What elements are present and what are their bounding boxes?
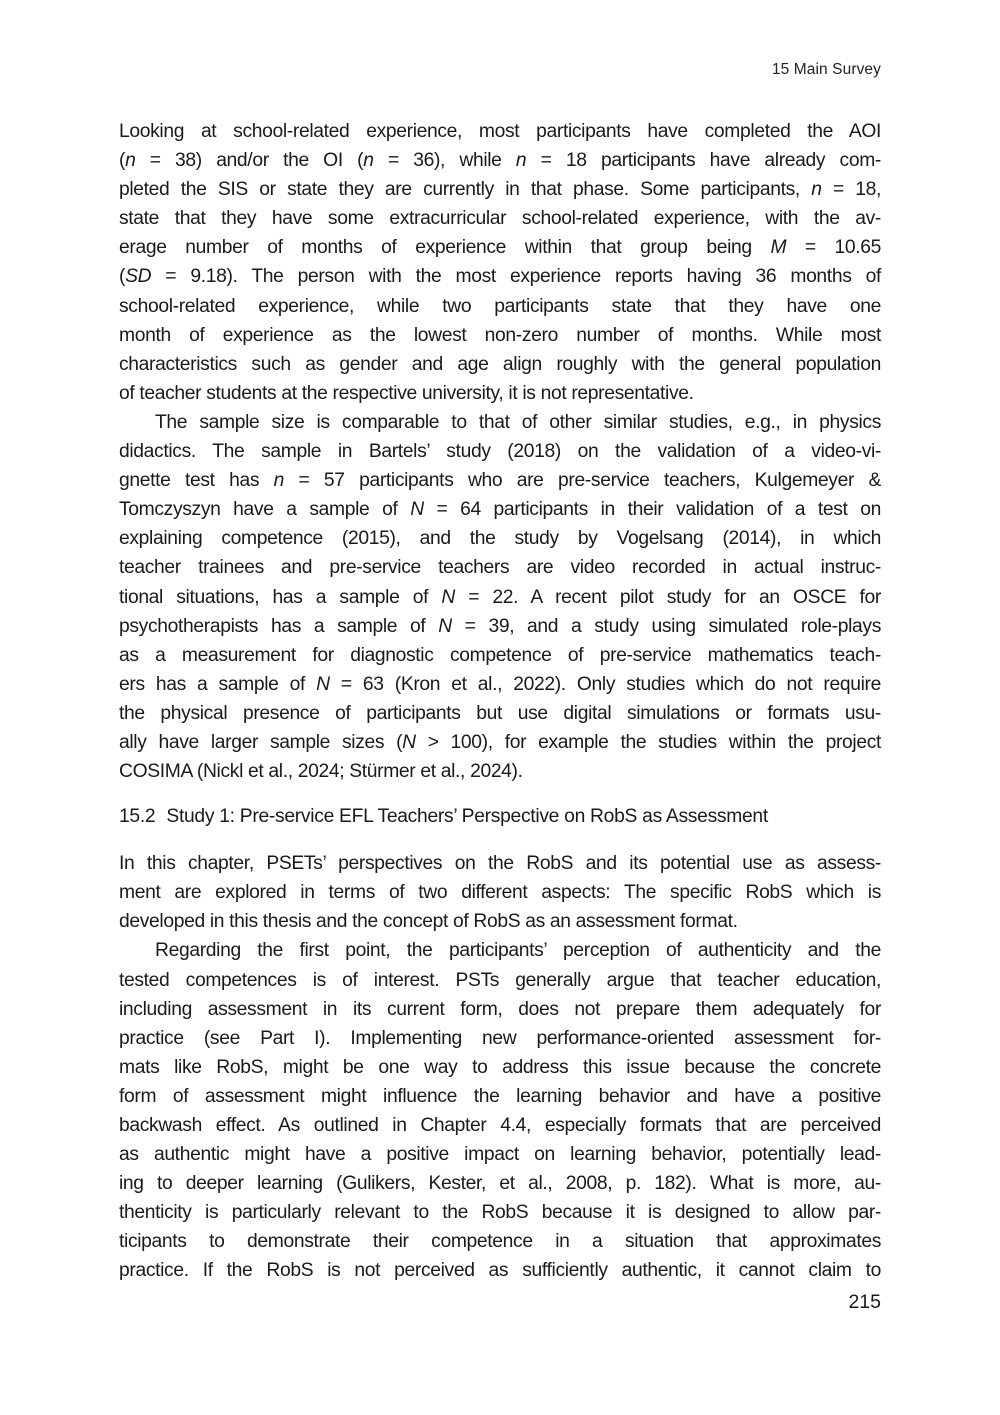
text-line: mats like RobS, might be one way to address this issue because the concrete — [119, 1056, 881, 1078]
page-number: 215 — [848, 1291, 881, 1313]
text-line: tional situations, has a sample of N = 22. A recent pilot study for an OSCE for — [119, 586, 881, 608]
text-line: Tomczyszyn have a sample of N = 64 participants in their validation of a test on — [119, 499, 882, 521]
text-line: psychotherapists has a sample of N = 39, and a study using simulated role-plays — [119, 615, 881, 637]
text-line: state that they have some extracurricular school-related experience, with the av- — [119, 208, 881, 230]
running-header: 15 Main Survey — [771, 61, 881, 78]
paragraph-sample-size — [119, 408, 881, 786]
text-line: the physical presence of participants but use digital simulations or formats usu- — [119, 702, 881, 724]
text-line: as authentic might have a positive impact on learning behavior, potentially lead- — [119, 1144, 881, 1166]
page-body — [119, 117, 881, 1286]
paragraph-authenticity — [119, 936, 881, 1285]
text-line: month of experience as the lowest non-zero number of months. While most — [119, 324, 881, 346]
section-heading — [119, 802, 881, 831]
text-line: practice. If the RobS is not perceived as sufficiently authentic, it cannot claim to — [119, 1260, 881, 1282]
text-line: of teacher students at the respective university, it is not representative. — [119, 382, 694, 404]
text-line: form of assessment might influence the learning behavior and have a positive — [119, 1085, 881, 1107]
text-line: Looking at school-related experience, most participants have completed the AOI — [119, 121, 881, 142]
section-title: Study 1: Pre-service EFL Teachers’ Perspective on RobS as Assessment — [166, 806, 768, 828]
text-line: characteristics such as gender and age align roughly with the general population — [119, 353, 881, 375]
text-line: COSIMA (Nickl et al., 2024; Stürmer et al., 2024). — [119, 761, 523, 783]
text-line: ing to deeper learning (Gulikers, Kester, et al., 2008, p. 182). What is more, au- — [119, 1173, 881, 1195]
text-line: Regarding the first point, the participants’ perception of authenticity and the — [155, 940, 881, 962]
text-line: practice (see Part I). Implementing new performance-oriented assessment for- — [119, 1027, 881, 1049]
text-line: (n = 38) and/or the OI (n = 36), while n = 18 participants have already com- — [119, 150, 881, 172]
text-line: ally have larger sample sizes (N > 100), for example the studies within the project — [119, 731, 881, 753]
text-line: didactics. The sample in Bartels’ study (2018) on the validation of a video-vi- — [119, 441, 881, 463]
text-line: gnette test has n = 57 participants who are pre-service teachers, Kulgemeyer & — [119, 470, 881, 492]
text-line: developed in this thesis and the concept of RobS as an assessment format. — [119, 911, 738, 933]
text-line: erage number of months of experience within that group being M = 10.65 — [119, 237, 881, 259]
text-line: explaining competence (2015), and the study by Vogelsang (2014), in which — [119, 528, 881, 550]
text-line: school-related experience, while two participants state that they have one — [119, 295, 881, 317]
text-line: (SD = 9.18). The person with the most experience reports having 36 months of — [119, 266, 881, 288]
text-line: In this chapter, PSETs’ perspectives on the RobS and its potential use as assess- — [119, 853, 881, 875]
text-line: ment are explored in terms of two different aspects: The specific RobS which is — [119, 882, 881, 904]
text-line: ticipants to demonstrate their competence in a situation that approximates — [119, 1231, 881, 1253]
text-line: pleted the SIS or state they are currently in that phase. Some participants, n = 18, — [119, 179, 881, 201]
text-line: including assessment in its current form, does not prepare them adequately for — [119, 998, 881, 1020]
text-line: backwash effect. As outlined in Chapter 4.4, especially formats that are perceived — [119, 1115, 881, 1136]
text-line: thenticity is particularly relevant to the RobS because it is designed to allow par- — [119, 1202, 881, 1224]
text-line: as a measurement for diagnostic competence of pre-service mathematics teach- — [119, 644, 881, 666]
paragraph-school-experience — [119, 117, 881, 408]
text-line: ers has a sample of N = 63 (Kron et al., 2022). Only studies which do not require — [119, 673, 881, 695]
text-line: teacher trainees and pre-service teachers are video recorded in actual instruc- — [119, 557, 881, 579]
text-line: tested competences is of interest. PSTs generally argue that teacher education, — [119, 969, 881, 991]
section-number: 15.2 — [119, 806, 156, 828]
paragraph-chapter-intro — [119, 849, 881, 936]
text-line: The sample size is comparable to that of other similar studies, e.g., in physics — [155, 411, 881, 433]
